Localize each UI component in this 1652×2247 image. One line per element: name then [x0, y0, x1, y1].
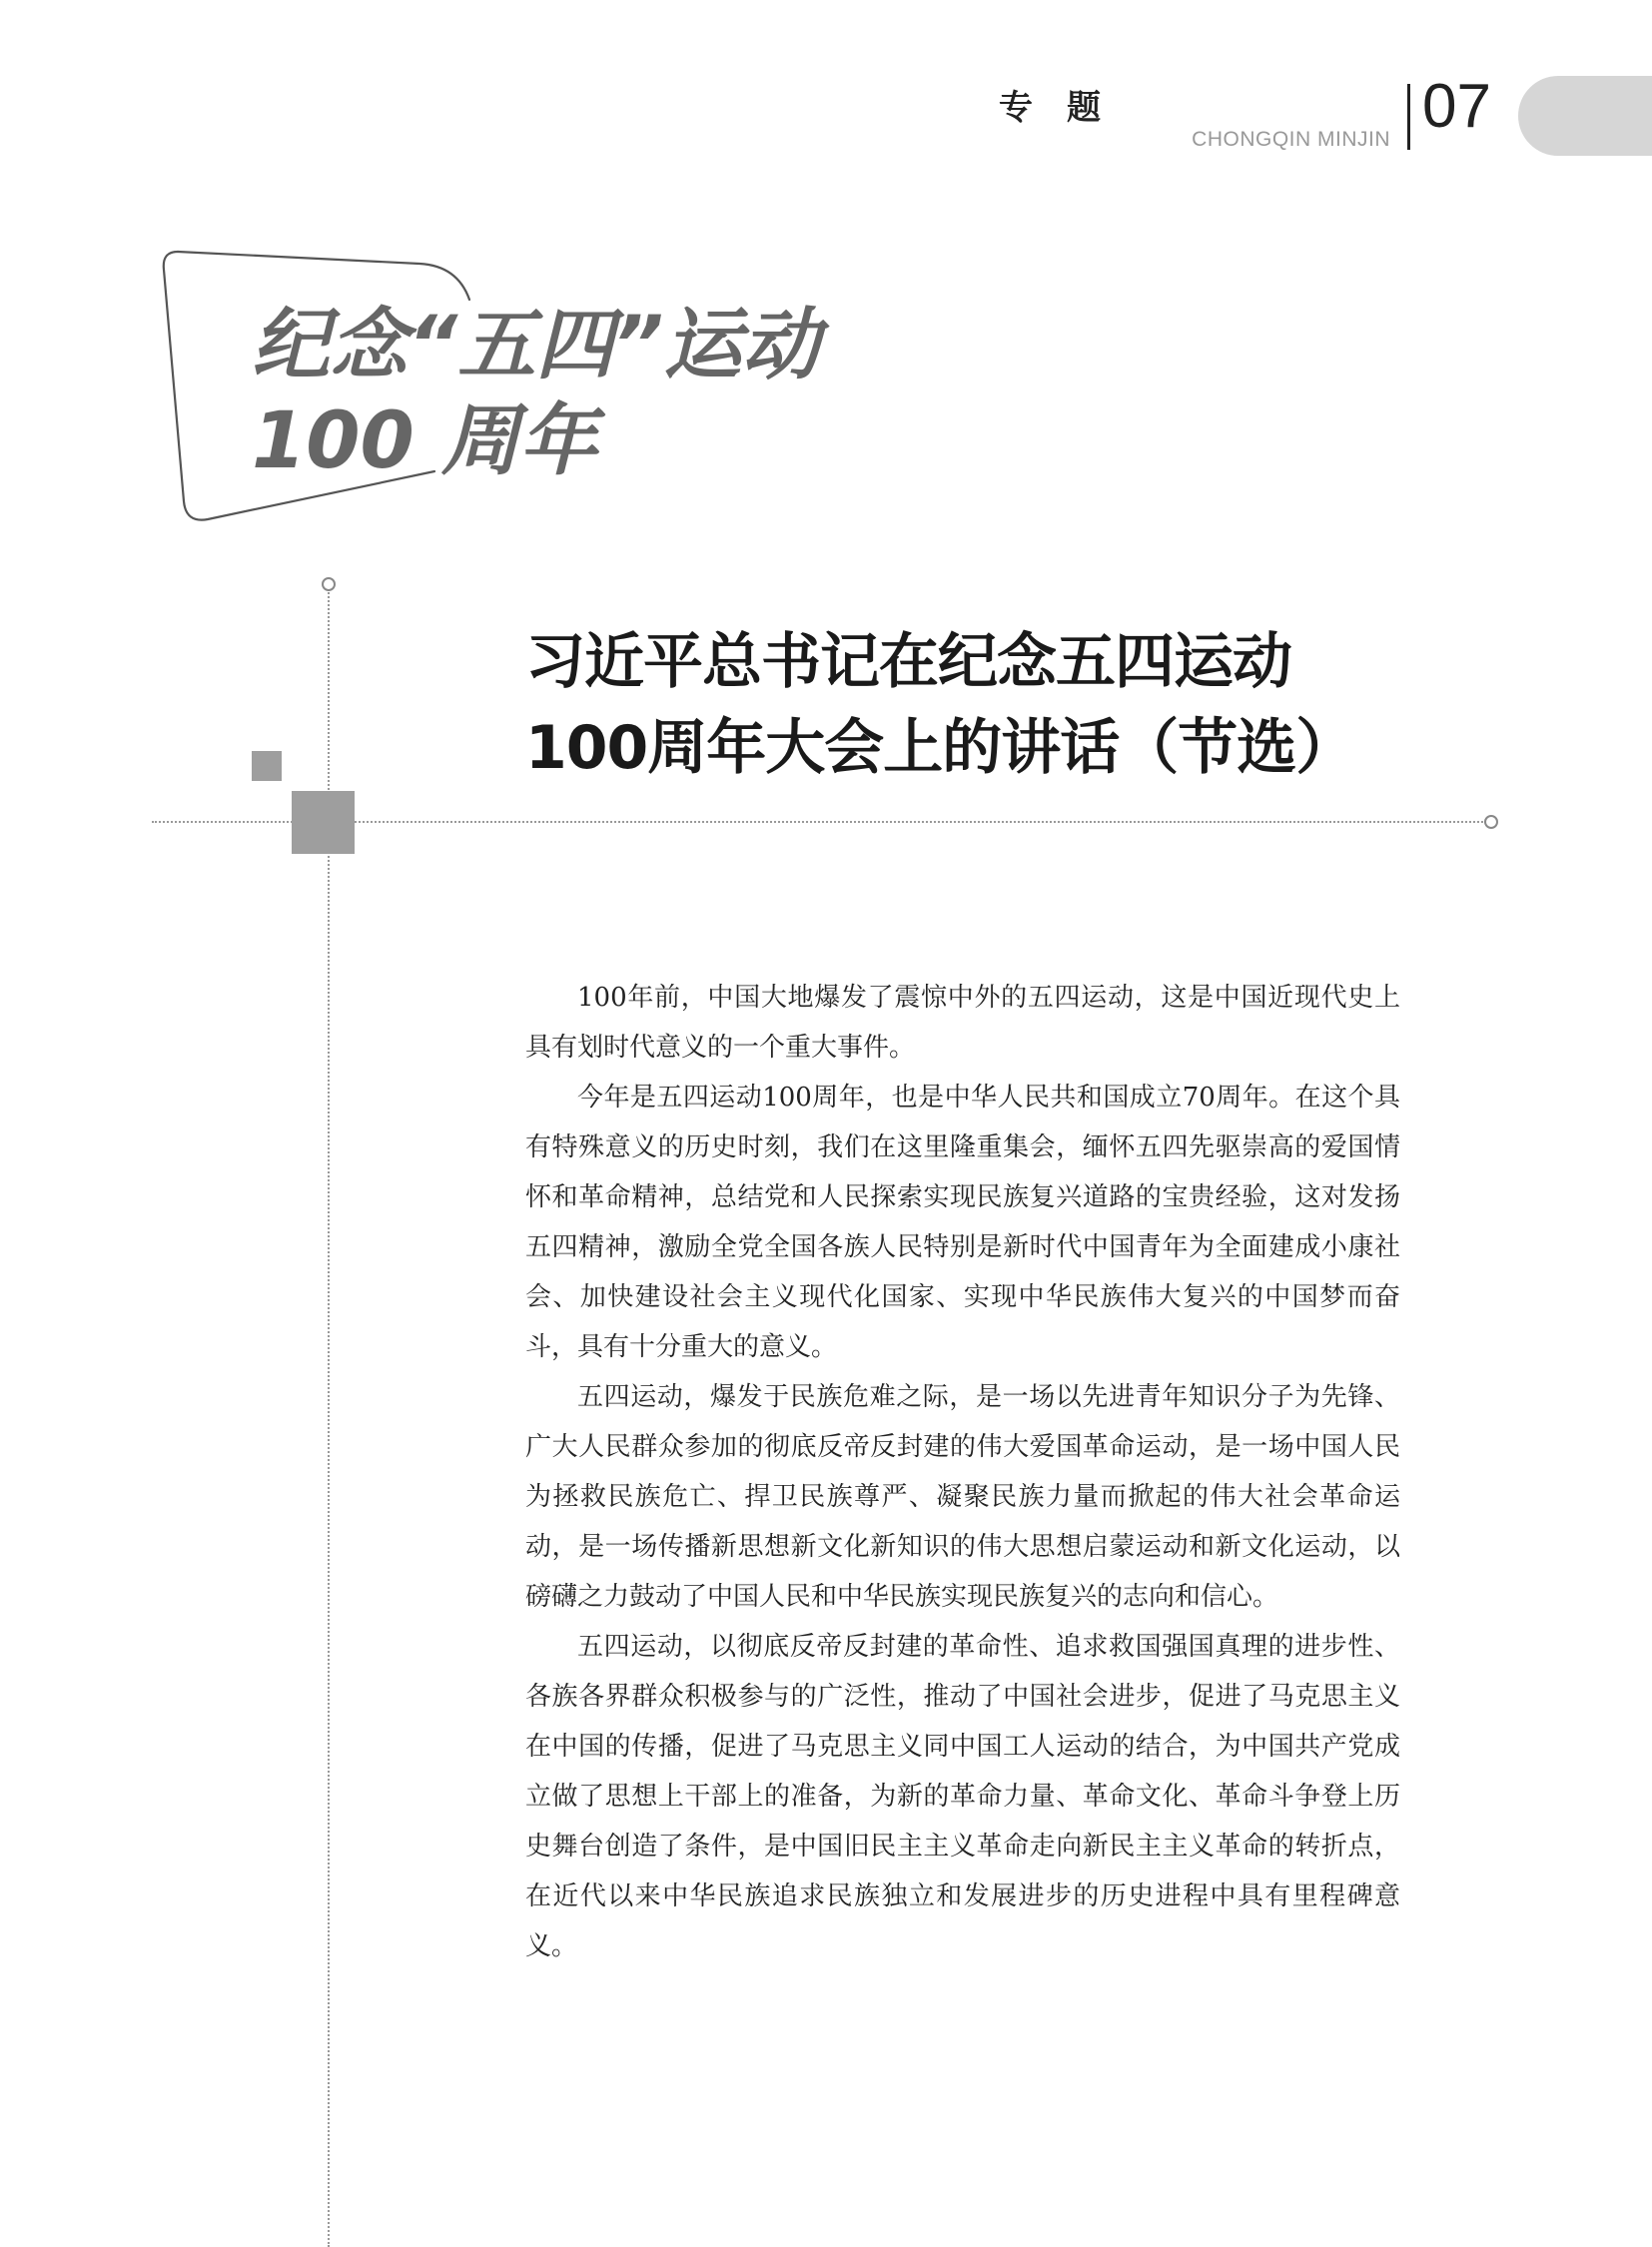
decor-square-small — [252, 751, 282, 781]
article-title-line-2: 100周年大会上的讲话（节选） — [525, 713, 1355, 783]
paragraph: 五四运动，爆发于民族危难之际，是一场以先进青年知识分子为先锋、广大人民群众参加的彻底反帝反封建的伟大爱国革命运动，是一场中国人民为拯救民族危亡、捍卫民族尊严、凝聚民族力量而掀起的伟大社会革命运动，是一场传播新思想新文化新知识的伟大思想启蒙运动和新文化运动，以磅礴之力鼓动了中国人民和中华民族实现民族复兴的志向和信心。 — [525, 1382, 1400, 1612]
article-body — [525, 973, 1400, 1971]
banner-line-2: 100 周年 — [252, 396, 597, 486]
section-label: 专题 — [999, 88, 1135, 128]
paragraph: 100年前，中国大地爆发了震惊中外的五四运动，这是中国近现代史上具有划时代意义的一个重大事件。 — [525, 983, 1400, 1063]
paragraph: 今年是五四运动100周年，也是中华人民共和国成立70周年。在这个具有特殊意义的历史时刻，我们在这里隆重集会，缅怀五四先驱崇高的爱国情怀和革命精神，总结党和人民探索实现民族复兴道路的宝贵经验，这对发扬五四精神，激励全党全国各族人民特别是新时代中国青年为全面建成小康社会、加快建设社会主义现代化国家、实现中华民族伟大复兴的中国梦而奋斗，具有十分重大的意义。 — [525, 1083, 1400, 1362]
circle-marker — [1484, 815, 1498, 829]
paragraph: 五四运动，以彻底反帝反封建的革命性、追求救国强国真理的进步性、各族各界群众积极参与的广泛性，推动了中国社会进步，促进了马克思主义在中国的传播，促进了马克思主义同中国工人运动的结合，为中国共产党成立做了思想上干部上的准备，为新的革命力量、革命文化、革命斗争登上历史舞台创造了条件，是中国旧民主主义革命走向新民主主义革命的转折点，在近代以来中华民族追求民族独立和发展进步的历史进程中具有里程碑意义。 — [525, 1632, 1400, 1961]
topic-banner — [252, 298, 819, 489]
circle-marker — [322, 577, 336, 591]
decor-square-large — [292, 791, 355, 854]
article-title — [525, 619, 1524, 791]
page-number: 07 — [1422, 72, 1491, 141]
article-title-line-1: 习近平总书记在纪念五四运动 — [525, 627, 1291, 697]
banner-line-1: 纪念“五四”运动 — [252, 301, 820, 390]
page-tab — [1518, 76, 1652, 156]
section-subtitle: CHONGQIN MINJIN — [1192, 128, 1390, 151]
header-divider — [1407, 84, 1410, 150]
